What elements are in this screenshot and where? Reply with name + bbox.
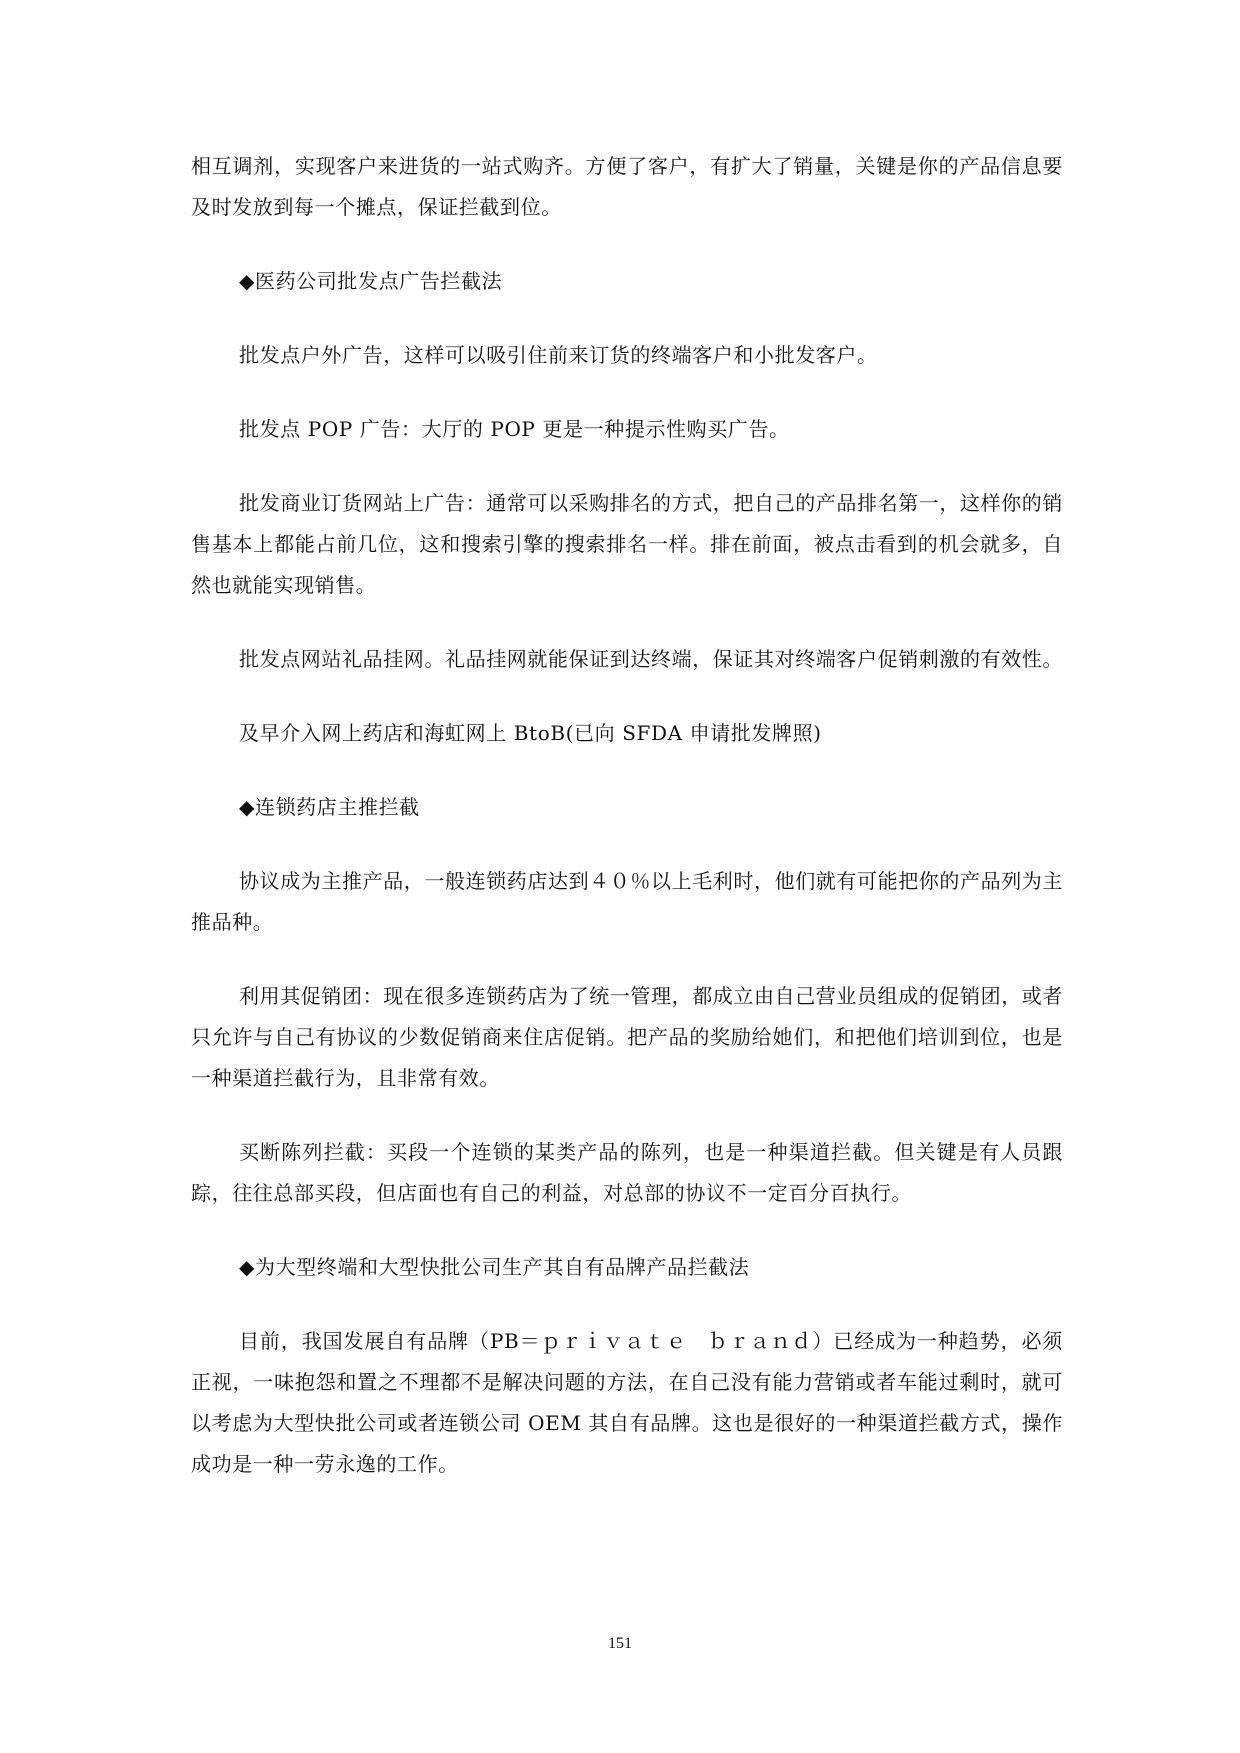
paragraph-outdoor-ads: 批发点户外广告，这样可以吸引住前来订货的终端客户和小批发客户。 [239,343,878,367]
paragraph-main-product: 协议成为主推产品，一般连锁药店达到４０％以上毛利时，他们就有可能把你的产品列为主推品种。 [191,869,1063,934]
paragraph-website-ads: 批发商业订货网站上广告：通常可以采购排名的方式，把自己的产品排名第一，这样你的销售基本上都能占前几位，这和搜索引擎的搜索排名一样。排在前面，被点击看到的机会就多，自然也就能实现销售。 [191,491,1063,597]
section-heading-chain-pharmacy: ◆连锁药店主推拦截 [239,795,420,819]
section-heading-private-brand: ◆为大型终端和大型快批公司生产其自有品牌产品拦截法 [239,1255,750,1279]
paragraph-pop-ads: 批发点 POP 广告：大厅的 POP 更是一种提示性购买广告。 [239,417,790,441]
section-heading-pharma-wholesale-ads: ◆医药公司批发点广告拦截法 [239,269,503,293]
paragraph-continuation: 相互调剂，实现客户来进货的一站式购齐。方便了客户，有扩大了销量，关键是你的产品信息要及时发放到每一个摊点，保证拦截到位。 [191,154,1063,219]
page-number: 151 [608,1635,632,1652]
paragraph-gift-listing: 批发点网站礼品挂网。礼品挂网就能保证到达终端，保证其对终端客户促销刺激的有效性。 [239,647,1063,671]
paragraph-online-pharmacy: 及早介入网上药店和海虹网上 BtoB(已向 SFDA 申请批发牌照) [239,721,822,745]
paragraph-display-buyout: 买断陈列拦截：买段一个连锁的某类产品的陈列，也是一种渠道拦截。但关键是有人员跟踪，往往总部买段，但店面也有自己的利益，对总部的协议不一定百分百执行。 [191,1140,1063,1205]
paragraph-private-brand: 目前，我国发展自有品牌（PB＝ｐｒｉｖａｔｅ ｂｒａｎｄ）已经成为一种趋势，必须正视，一味抱怨和置之不理都不是解决问题的方法，在自己没有能力营销或者车能过剩时，就可以考虑为大型快批公司或者连锁公司 OEM 其自有品牌。这也是很好的一种渠道拦截方式，操作成功是一种一劳永逸的工作。 [191,1329,1063,1476]
paragraph-promotion-team: 利用其促销团：现在很多连锁药店为了统一管理，都成立由自己营业员组成的促销团，或者只允许与自己有协议的少数促销商来住店促销。把产品的奖励给她们，和把他们培训到位，也是一种渠道拦截行为，且非常有效。 [191,984,1063,1090]
document-body [191,146,1063,1485]
